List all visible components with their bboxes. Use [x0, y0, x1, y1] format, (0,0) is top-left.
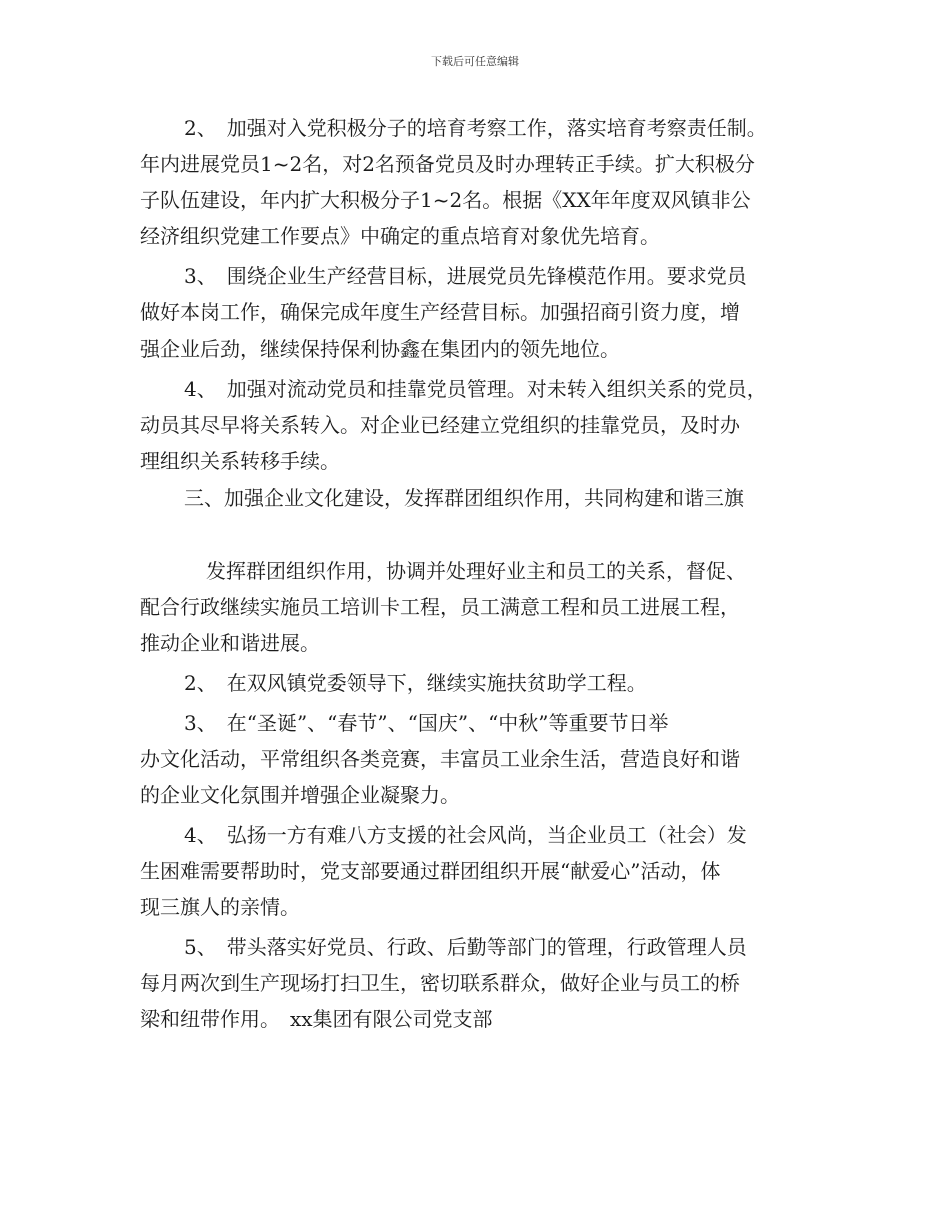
- page-header: 下载后可任意编辑: [431, 55, 519, 68]
- text-line: 办文化活动，平常组织各类竞赛，丰富员工业余生活，营造良好和谐: [140, 747, 740, 771]
- text-line: 4、 弘扬一方有难八方支援的社会风尚，当企业员工（社会）发: [184, 823, 747, 847]
- text-line: 强企业后劲，继续保持保利协鑫在集团内的领先地位。: [140, 337, 620, 361]
- text-line: 经济组织党建工作要点》中确定的重点培育对象优先培育。: [140, 224, 660, 248]
- text-line: 做好本岗工作，确保完成年度生产经营目标。加强招商引资力度，增: [140, 300, 740, 324]
- text-line: 生困难需要帮助时，党支部要通过群团组织开展“献爱心”活动，体: [140, 859, 721, 883]
- text-line: 2、 在双风镇党委领导下，继续实施扶贫助学工程。: [184, 671, 647, 695]
- text-line: 的企业文化氛围并增强企业凝聚力。: [140, 783, 460, 807]
- text-line: 发挥群团组织作用，协调并处理好业主和员工的关系，督促、: [206, 559, 746, 583]
- text-line: 年内进展党员1~2名，对2名预备党员及时办理转正手续。扩大积极分: [140, 152, 755, 176]
- text-line: 5、 带头落实好党员、行政、后勤等部门的管理，行政管理人员: [184, 935, 747, 959]
- text-line: 梁和纽带作用。 xx集团有限公司党支部: [140, 1007, 493, 1031]
- text-line: 4、 加强对流动党员和挂靠党员管理。对未转入组织关系的党员，: [184, 377, 767, 401]
- text-line: 3、 在“圣诞”、“春节”、“国庆”、“中秋”等重要节日举: [184, 711, 669, 735]
- text-line: 动员其尽早将关系转入。对企业已经建立党组织的挂靠党员，及时办: [140, 413, 740, 437]
- text-line: 3、 围绕企业生产经营目标，进展党员先锋模范作用。要求党员: [184, 264, 747, 288]
- section-heading: 三、加强企业文化建设，发挥群团组织作用，共同构建和谐三旗: [184, 486, 744, 510]
- text-line: 配合行政继续实施员工培训卡工程，员工满意工程和员工进展工程，: [140, 595, 740, 619]
- text-line: 2、 加强对入党积极分子的培育考察工作，落实培育考察责任制。: [184, 116, 767, 140]
- text-line: 理组织关系转移手续。: [140, 449, 340, 473]
- text-line: 现三旗人的亲情。: [140, 895, 300, 919]
- text-line: 子队伍建设，年内扩大积极分子1~2名。根据《XX年年度双风镇非公: [140, 188, 751, 212]
- text-line: 推动企业和谐进展。: [140, 631, 320, 655]
- text-line: 每月两次到生产现场打扫卫生，密切联系群众，做好企业与员工的桥: [140, 971, 740, 995]
